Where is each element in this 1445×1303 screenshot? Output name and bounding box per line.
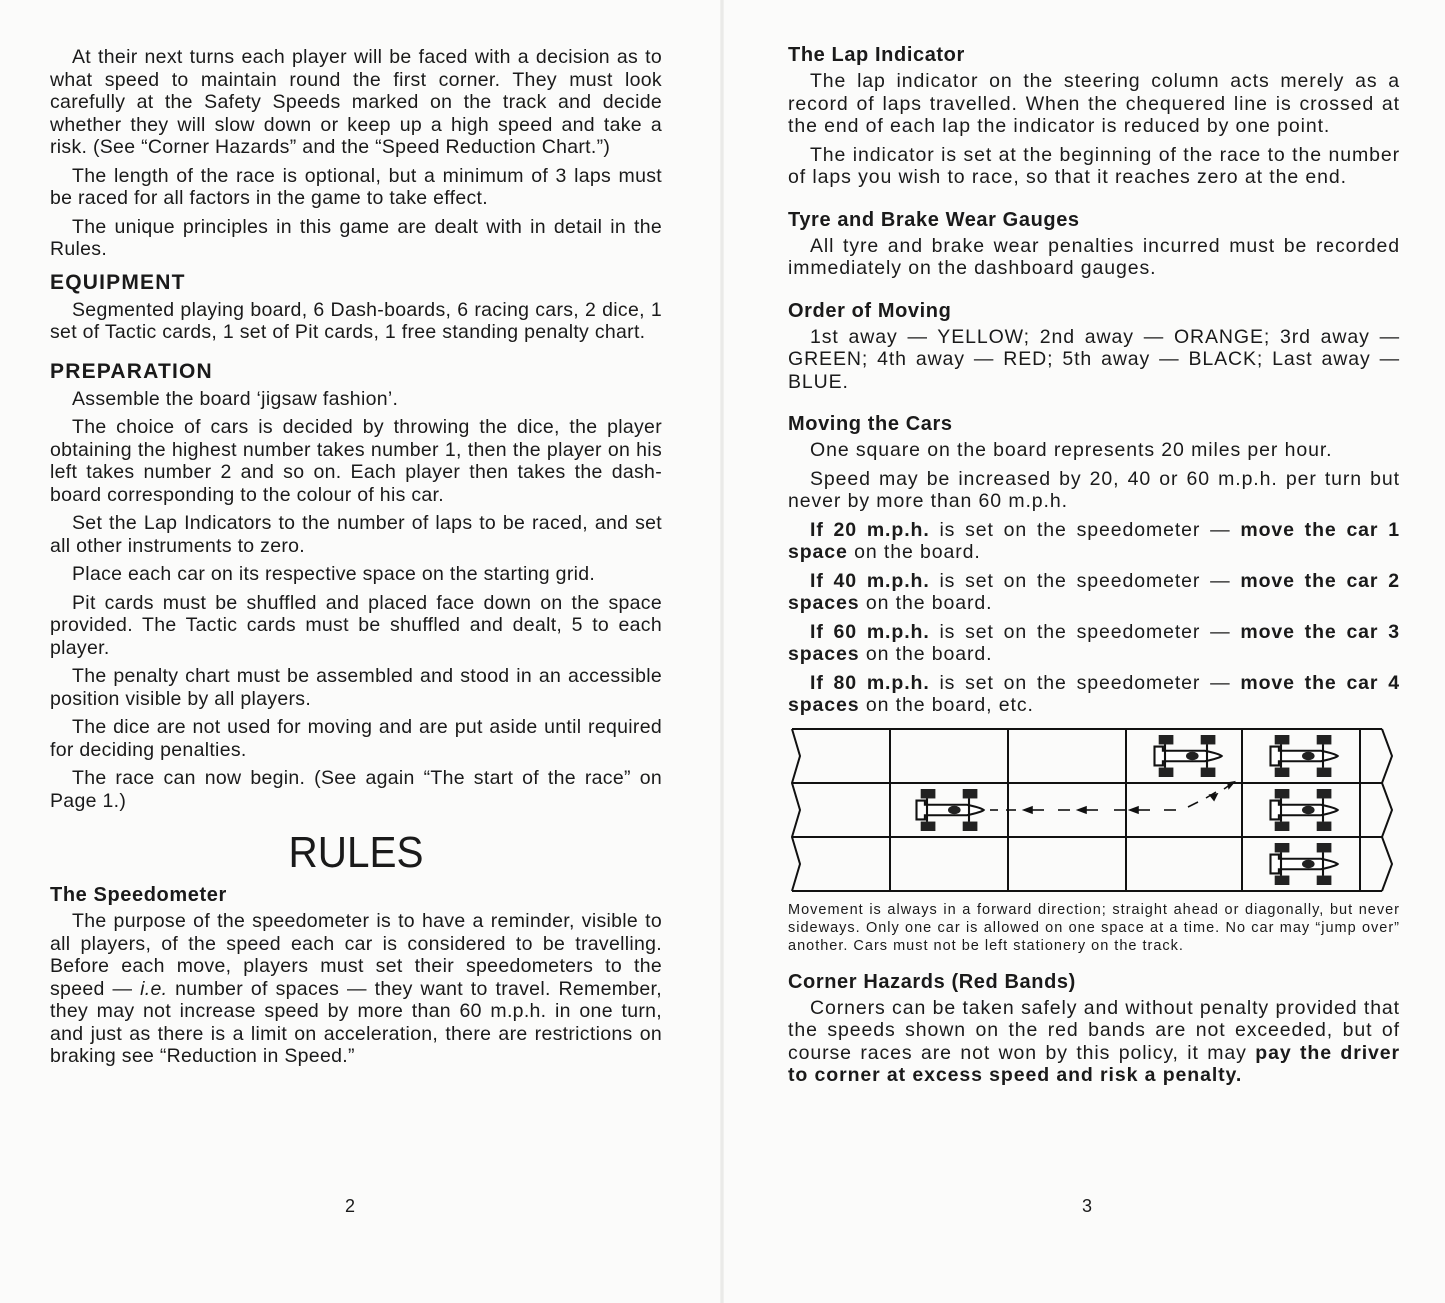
corner-text bbox=[788, 997, 1400, 1087]
speedometer-text-em: i.e. bbox=[140, 977, 168, 1000]
speed-rule-end: on the board, etc. bbox=[859, 694, 1034, 716]
preparation-paragraph: Assemble the board ‘jigsaw fashion’. bbox=[72, 387, 399, 410]
moving-paragraph: Speed may be increased by 20, 40 or 60 m.p.h. per turn but never by more than 60 m.p.h. bbox=[788, 467, 1400, 512]
movement-caption: Movement is always in a forward direction; straight ahead or diagonally, but never sideways. Only one car is allowed on one space at a time. No car may “jump over” another. Cars must not be left stationery on the track. bbox=[788, 901, 1400, 954]
speed-rule-spaces: 2 spaces bbox=[788, 569, 1400, 614]
speed-rule-end: on the board. bbox=[859, 592, 993, 614]
preparation-paragraph: Pit cards must be shuffled and placed face down on the space provided. The Tactic cards must be shuffled and dealt, 5 to each player. bbox=[50, 591, 662, 659]
speed-rule-speed: If 20 m.p.h. bbox=[810, 518, 930, 541]
speedometer-text bbox=[50, 910, 662, 1068]
speed-rule-mid: is set on the speedometer — bbox=[929, 518, 1241, 541]
lap-paragraph: The indicator is set at the beginning of the race to the number of laps you wish to race, so that it reaches zero at the end. bbox=[788, 143, 1400, 188]
left-column bbox=[50, 46, 662, 1074]
right-page bbox=[722, 0, 1445, 1303]
speed-rule-speed: If 40 m.p.h. bbox=[810, 569, 930, 592]
order-text: 1st away — YELLOW; 2nd away — ORANGE; 3rd away — GREEN; 4th away — RED; 5th away — BLACK; Last away — BLUE. bbox=[788, 325, 1400, 393]
equipment-heading: EQUIPMENT bbox=[50, 270, 186, 294]
page-number-left: 2 bbox=[345, 1196, 356, 1216]
speed-rule bbox=[788, 621, 1400, 666]
speed-rule-spaces: 1 space bbox=[788, 518, 1400, 563]
preparation-heading: PREPARATION bbox=[50, 359, 213, 383]
preparation-paragraph: Place each car on its respective space on the starting grid. bbox=[72, 563, 596, 585]
speed-rule bbox=[788, 519, 1400, 564]
left-page bbox=[0, 0, 722, 1303]
intro-paragraph: The unique principles in this game are dealt with in detail in the Rules. bbox=[50, 215, 662, 260]
page-number-right: 3 bbox=[1082, 1196, 1093, 1216]
speed-rule-action: move the car bbox=[1240, 569, 1379, 592]
intro-paragraph: The length of the race is optional, but a minimum of 3 laps must be raced for all factors in the game to take effect. bbox=[50, 164, 662, 209]
speed-rule-speed: If 80 m.p.h. bbox=[810, 671, 930, 694]
lap-indicator-heading: The Lap Indicator bbox=[788, 44, 965, 66]
corner-heading: Corner Hazards (Red Bands) bbox=[788, 970, 1076, 993]
preparation-paragraph: Set the Lap Indicators to the number of laps to be raced, and set all other instruments to zero. bbox=[50, 512, 662, 557]
preparation-paragraph: The penalty chart must be assembled and stood in an accessible position visible by all players. bbox=[50, 665, 662, 710]
corner-text-a: Corners can be taken safely and without penalty provided that the speeds shown on the red bands are not exceeded, but of course races are not won by this policy, it may bbox=[788, 996, 1400, 1064]
speed-rule-mid: is set on the speedometer — bbox=[929, 620, 1241, 643]
speed-rule-mid: is set on the speedometer — bbox=[929, 671, 1241, 694]
track-grid-illustration bbox=[788, 727, 1400, 895]
right-column bbox=[788, 44, 1400, 1093]
preparation-paragraph: The race can now begin. (See again “The start of the race” on Page 1.) bbox=[50, 767, 662, 812]
speedometer-text-a: The purpose of the speedometer is to have a reminder, visible to all players, of the speed each car is considered to be travelling. Before each move, players must set their speedometers to the speed — bbox=[50, 910, 662, 1000]
intro-paragraph: At their next turns each player will be faced with a decision as to what speed to maintain round the first corner. They must look carefully at the Safety Speeds marked on the track and decide whether they will slow down or keep up a high speed and take a risk. (See “Corner Hazards” and the “Speed Reduction Chart.”) bbox=[50, 46, 662, 158]
moving-paragraph: One square on the board represents 20 miles per hour. bbox=[810, 439, 1333, 461]
tyre-heading: Tyre and Brake Wear Gauges bbox=[788, 208, 1080, 231]
movement-diagram bbox=[788, 727, 1400, 895]
preparation-paragraph: The choice of cars is decided by throwing the dice, the player obtaining the highest number takes number 1, then the player on his left takes number 2 and so on. Each player then takes the dash-board corresponding to the colour of his car. bbox=[50, 416, 662, 506]
rules-title: RULES bbox=[288, 828, 424, 877]
speed-rule-end: on the board. bbox=[859, 643, 993, 665]
speed-rule bbox=[788, 570, 1400, 615]
speed-rule bbox=[788, 672, 1400, 717]
speedometer-heading: The Speedometer bbox=[50, 884, 227, 906]
speed-rule-spaces: 4 spaces bbox=[788, 671, 1400, 716]
moving-heading: Moving the Cars bbox=[788, 413, 953, 435]
order-heading: Order of Moving bbox=[788, 299, 952, 322]
speed-rule-spaces: 3 spaces bbox=[788, 620, 1400, 665]
speed-rule-action: move the car bbox=[1240, 620, 1379, 643]
preparation-paragraph: The dice are not used for moving and are put aside until required for deciding penalties. bbox=[50, 716, 662, 761]
speed-rule-mid: is set on the speedometer — bbox=[929, 569, 1241, 592]
corner-text-b: pay the driver to corner at excess speed and risk a penalty. bbox=[788, 1041, 1400, 1086]
speed-rule-action: move the car bbox=[1240, 518, 1379, 541]
lap-paragraph: The lap indicator on the steering column acts merely as a record of laps travelled. When the chequered line is crossed at the end of each lap the indicator is reduced by one point. bbox=[788, 70, 1400, 137]
equipment-text: Segmented playing board, 6 Dash-boards, 6 racing cars, 2 dice, 1 set of Tactic cards, 1 set of Pit cards, 1 free standing penalty chart. bbox=[50, 298, 662, 343]
speed-rule-speed: If 60 m.p.h. bbox=[810, 620, 930, 643]
tyre-text: All tyre and brake wear penalties incurred must be recorded immediately on the dashboard gauges. bbox=[788, 234, 1400, 279]
speed-rule-action: move the car bbox=[1240, 671, 1379, 694]
speedometer-text-b: number of spaces — they want to travel. Remember, they may not increase speed by more than 60 m.p.h. in one turn, and just as there is a limit on acceleration, there are restrictions on braking see “Reduction in Speed.” bbox=[50, 977, 662, 1067]
speed-rule-end: on the board. bbox=[847, 541, 981, 563]
